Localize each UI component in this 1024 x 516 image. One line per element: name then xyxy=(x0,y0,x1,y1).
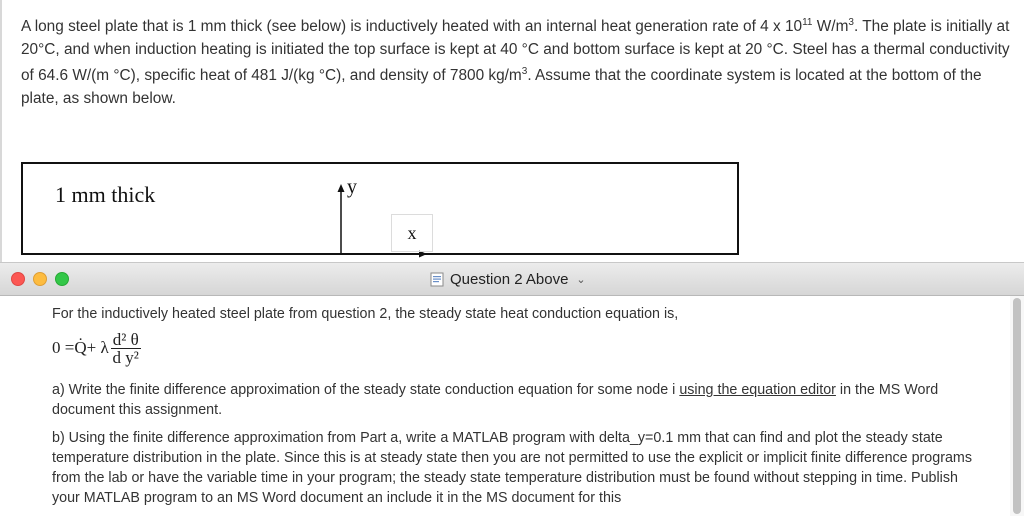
question-intro: For the inductively heated steel plate from question 2, the steady state heat conduction equation is, xyxy=(52,306,679,322)
close-button[interactable] xyxy=(11,272,25,286)
part-a xyxy=(52,380,972,420)
part-a-text: a) Write the finite difference approximation of the steady state conduction equation for some node i xyxy=(52,382,680,398)
window-content xyxy=(0,296,1024,516)
window-title-menu[interactable] xyxy=(430,271,586,288)
scrollbar-thumb[interactable] xyxy=(1013,298,1021,514)
window-title: Question 2 Above xyxy=(450,271,569,288)
part-a-text-end: in the MS Word document this assignment. xyxy=(52,382,939,418)
equation-numerator: d² θ xyxy=(112,329,139,349)
equation-lhs: 0 = xyxy=(52,338,75,357)
page-left-rule xyxy=(0,0,2,262)
plate-thickness-label: 1 mm thick xyxy=(55,182,156,207)
zoom-button[interactable] xyxy=(55,272,69,286)
equation-denominator: d y² xyxy=(112,347,139,367)
vertical-scrollbar[interactable] xyxy=(1010,296,1024,516)
minimize-button[interactable] xyxy=(33,272,47,286)
problem-exponent-3a: 3 xyxy=(848,17,854,28)
problem-exponent-11: 11 xyxy=(802,17,813,28)
problem-text-3: . The plate is initially at 20°C, and when induction heating is initiated the top surface is kept at 40 °C and bottom surface is kept at 20 °C. Steel has a thermal conductivity of 64.6 W/(m °C), specific heat of 481 J/(kg °C), and density of 7800 kg/m xyxy=(21,18,1010,85)
equation-editor-link[interactable]: using the equation editor xyxy=(679,382,836,398)
problem-text-2: W/m xyxy=(812,18,849,36)
problem-text-1: A long steel plate that is 1 mm thick (see below) is inductively heated with an internal heat generation rate of 4 x 10 xyxy=(21,18,803,36)
equation-fraction xyxy=(111,331,141,366)
problem-statement xyxy=(21,12,1021,110)
conduction-equation xyxy=(52,326,972,370)
window-titlebar[interactable] xyxy=(0,262,1024,296)
chevron-down-icon: ⌄ xyxy=(576,274,586,286)
document-icon xyxy=(430,272,444,287)
plate-diagram xyxy=(21,162,739,255)
y-axis-arrow xyxy=(338,184,345,192)
problem-exponent-3b: 3 xyxy=(521,66,528,78)
question-window xyxy=(0,262,1024,516)
equation-lambda-term: + λ xyxy=(86,338,109,357)
part-b: b) Using the finite difference approximation from Part a, write a MATLAB program with delta_y=0.1 mm that can find and plot the steady state temperature distribution in the plate. Since this is at steady state then you are not permitted to use the explicit or implicit finite difference programs from the lab or have the variable time in your program; the steady state temperature distribution must be found without stepping in time. Publish your MATLAB program to an MS Word document an include it in the MS document for this xyxy=(52,430,972,506)
equation-q-term: Q̇ xyxy=(74,338,87,357)
x-axis-label: x xyxy=(391,214,433,252)
question-body xyxy=(52,304,972,516)
y-axis-label: y xyxy=(347,176,357,198)
problem-text-4: . Assume that the coordinate system is located at the bottom of the plate, as shown below. xyxy=(21,67,982,107)
